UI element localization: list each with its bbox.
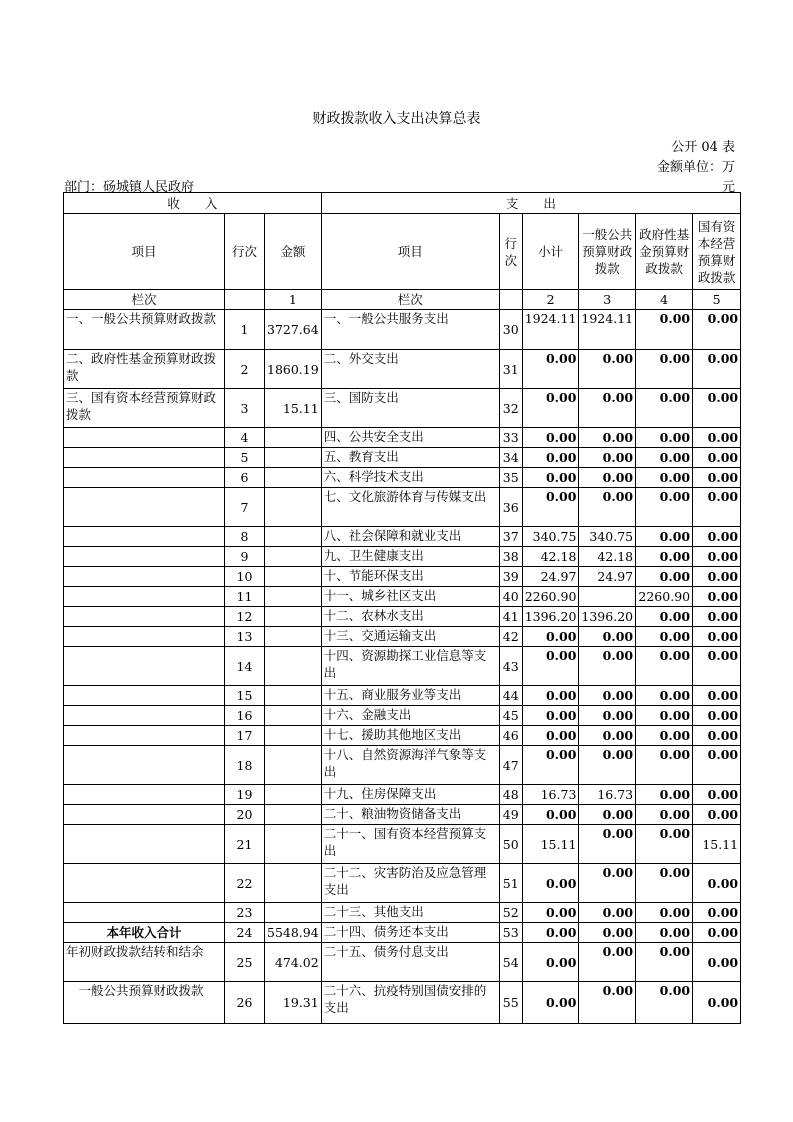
fund-cell: 0.00 bbox=[636, 746, 693, 785]
income-amount-cell bbox=[265, 587, 322, 607]
subtotal-cell: 1396.20 bbox=[522, 607, 579, 627]
fund-cell: 0.00 bbox=[636, 547, 693, 567]
income-item-cell: 本年收入合计 bbox=[64, 923, 225, 943]
expense-item-cell: 十六、金融支出 bbox=[321, 706, 499, 726]
expense-item-cell: 二十一、国有资本经营预算支出 bbox=[321, 825, 499, 864]
income-lanci: 栏次 bbox=[64, 290, 225, 310]
income-item-cell bbox=[64, 864, 225, 903]
general-cell: 42.18 bbox=[579, 547, 636, 567]
subtotal-cell: 1924.11 bbox=[522, 310, 579, 350]
subtotal-cell: 16.73 bbox=[522, 785, 579, 805]
income-amount-cell bbox=[265, 686, 322, 706]
fund-cell: 0.00 bbox=[636, 468, 693, 488]
subtotal-cell: 0.00 bbox=[522, 468, 579, 488]
income-row-no-cell: 20 bbox=[225, 805, 265, 825]
income-amount-cell bbox=[265, 825, 322, 864]
subtotal-cell: 0.00 bbox=[522, 488, 579, 527]
fund-cell: 0.00 bbox=[636, 627, 693, 647]
income-row-no-cell: 10 bbox=[225, 567, 265, 587]
expense-item-cell: 八、社会保障和就业支出 bbox=[321, 527, 499, 547]
expense-item-cell: 三、国防支出 bbox=[321, 389, 499, 428]
general-cell: 16.73 bbox=[579, 785, 636, 805]
general-cell: 0.00 bbox=[579, 982, 636, 1024]
expense-row-no-cell: 45 bbox=[499, 706, 522, 726]
income-row-no-cell: 3 bbox=[225, 389, 265, 428]
income-row-no-cell: 2 bbox=[225, 350, 265, 389]
general-cell: 0.00 bbox=[579, 825, 636, 864]
expense-row-no-cell: 52 bbox=[499, 903, 522, 923]
page-title: 财政拨款收入支出决算总表 bbox=[312, 111, 481, 127]
table-row bbox=[64, 825, 741, 864]
income-item-cell bbox=[64, 488, 225, 527]
table-row bbox=[64, 627, 741, 647]
expense-item-cell: 二十三、其他支出 bbox=[321, 903, 499, 923]
income-row-no-cell: 16 bbox=[225, 706, 265, 726]
income-item-cell: 一、一般公共预算财政拨款 bbox=[64, 310, 225, 350]
expense-row-no-cell: 47 bbox=[499, 746, 522, 785]
expense-row-no-cell: 40 bbox=[499, 587, 522, 607]
income-row-no-cell: 24 bbox=[225, 923, 265, 943]
income-row-no-cell: 5 bbox=[225, 448, 265, 468]
income-row-no-cell: 17 bbox=[225, 726, 265, 746]
table-row bbox=[64, 805, 741, 825]
expense-row-no-cell: 31 bbox=[499, 350, 522, 389]
fund-cell: 0.00 bbox=[636, 864, 693, 903]
income-amount-cell bbox=[265, 864, 322, 903]
fund-cell: 0.00 bbox=[636, 923, 693, 943]
subtotal-cell: 15.11 bbox=[522, 825, 579, 864]
col-index-3: 3 bbox=[579, 290, 636, 310]
subtotal-cell: 340.75 bbox=[522, 527, 579, 547]
state-cell: 0.00 bbox=[693, 488, 741, 527]
fund-cell: 0.00 bbox=[636, 706, 693, 726]
table-row bbox=[64, 527, 741, 547]
subtotal-cell: 0.00 bbox=[522, 943, 579, 982]
state-cell: 0.00 bbox=[693, 686, 741, 706]
income-item-cell bbox=[64, 726, 225, 746]
general-cell: 0.00 bbox=[579, 805, 636, 825]
income-amount-cell: 19.31 bbox=[265, 982, 322, 1024]
state-cell: 0.00 bbox=[693, 726, 741, 746]
fund-cell: 0.00 bbox=[636, 607, 693, 627]
general-cell: 24.97 bbox=[579, 567, 636, 587]
table-row bbox=[64, 864, 741, 903]
income-row-no-cell: 12 bbox=[225, 607, 265, 627]
income-header: 收 入 bbox=[64, 193, 322, 214]
income-item-cell bbox=[64, 527, 225, 547]
expense-item-cell: 十八、自然资源海洋气象等支出 bbox=[321, 746, 499, 785]
table-row bbox=[64, 547, 741, 567]
income-row-no-cell: 18 bbox=[225, 746, 265, 785]
expense-item-cell: 九、卫生健康支出 bbox=[321, 547, 499, 567]
expense-item-cell: 四、公共安全支出 bbox=[321, 428, 499, 448]
fund-cell: 0.00 bbox=[636, 310, 693, 350]
income-amount-cell bbox=[265, 547, 322, 567]
general-cell bbox=[579, 587, 636, 607]
col-index-4: 4 bbox=[636, 290, 693, 310]
income-row-no-cell: 1 bbox=[225, 310, 265, 350]
fund-cell: 0.00 bbox=[636, 567, 693, 587]
department-label: 部门：砀城镇人民政府 bbox=[64, 180, 195, 195]
expense-row-no-header: 行次 bbox=[499, 214, 522, 290]
fund-cell: 0.00 bbox=[636, 527, 693, 547]
state-cell: 0.00 bbox=[693, 448, 741, 468]
subtotal-cell: 2260.90 bbox=[522, 587, 579, 607]
income-item-cell bbox=[64, 647, 225, 686]
income-row-no-cell: 15 bbox=[225, 686, 265, 706]
expense-header: 支 出 bbox=[321, 193, 740, 214]
table-row bbox=[64, 943, 741, 982]
income-amount-cell: 15.11 bbox=[265, 389, 322, 428]
expense-item-cell: 二十、粮油物资储备支出 bbox=[321, 805, 499, 825]
expense-lanci: 栏次 bbox=[321, 290, 499, 310]
general-cell: 340.75 bbox=[579, 527, 636, 547]
income-item-cell: 年初财政拨款结转和结余 bbox=[64, 943, 225, 982]
table-row bbox=[64, 587, 741, 607]
fund-budget-header: 政府性基金预算财政拨款 bbox=[636, 214, 693, 290]
col-index-1: 1 bbox=[265, 290, 322, 310]
expense-item-cell: 七、文化旅游体育与传媒支出 bbox=[321, 488, 499, 527]
income-amount-cell bbox=[265, 903, 322, 923]
general-cell: 0.00 bbox=[579, 746, 636, 785]
subtotal-cell: 24.97 bbox=[522, 567, 579, 587]
fund-cell: 0.00 bbox=[636, 943, 693, 982]
state-cell: 0.00 bbox=[693, 468, 741, 488]
income-item-cell bbox=[64, 607, 225, 627]
expense-row-no-cell: 46 bbox=[499, 726, 522, 746]
expense-row-no-cell: 50 bbox=[499, 825, 522, 864]
income-item-cell bbox=[64, 428, 225, 448]
expense-row-no-cell: 53 bbox=[499, 923, 522, 943]
income-row-no-cell: 26 bbox=[225, 982, 265, 1024]
income-row-no-cell: 19 bbox=[225, 785, 265, 805]
table-row bbox=[64, 647, 741, 686]
subtotal-cell: 0.00 bbox=[522, 428, 579, 448]
expense-item-cell: 十九、住房保障支出 bbox=[321, 785, 499, 805]
expense-item-cell: 二、外交支出 bbox=[321, 350, 499, 389]
general-cell: 0.00 bbox=[579, 726, 636, 746]
income-amount-cell: 3727.64 bbox=[265, 310, 322, 350]
expense-item-cell: 十二、农林水支出 bbox=[321, 607, 499, 627]
fund-cell: 0.00 bbox=[636, 389, 693, 428]
expense-item-header: 项目 bbox=[321, 214, 499, 290]
table-row bbox=[64, 607, 741, 627]
income-amount-cell bbox=[265, 647, 322, 686]
general-cell: 0.00 bbox=[579, 488, 636, 527]
income-item-cell bbox=[64, 903, 225, 923]
state-cell: 0.00 bbox=[693, 864, 741, 903]
expense-item-cell: 六、科学技术支出 bbox=[321, 468, 499, 488]
table-row bbox=[64, 923, 741, 943]
general-cell: 0.00 bbox=[579, 864, 636, 903]
expense-item-cell: 十三、交通运输支出 bbox=[321, 627, 499, 647]
col-index-2: 2 bbox=[522, 290, 579, 310]
income-amount-cell bbox=[265, 567, 322, 587]
general-cell: 0.00 bbox=[579, 350, 636, 389]
expense-row-no-cell: 39 bbox=[499, 567, 522, 587]
subtotal-cell: 0.00 bbox=[522, 746, 579, 785]
income-item-header: 项目 bbox=[64, 214, 225, 290]
income-amount-cell bbox=[265, 527, 322, 547]
income-item-cell bbox=[64, 805, 225, 825]
expense-row-no-cell: 44 bbox=[499, 686, 522, 706]
state-cell: 0.00 bbox=[693, 607, 741, 627]
fund-cell: 0.00 bbox=[636, 785, 693, 805]
expense-item-cell: 十五、商业服务业等支出 bbox=[321, 686, 499, 706]
income-amount-cell: 5548.94 bbox=[265, 923, 322, 943]
income-item-cell: 一般公共预算财政拨款 bbox=[64, 982, 225, 1024]
subtotal-cell: 0.00 bbox=[522, 627, 579, 647]
income-item-cell bbox=[64, 627, 225, 647]
expense-row-no-cell: 34 bbox=[499, 448, 522, 468]
income-item-cell bbox=[64, 706, 225, 726]
expense-item-cell: 二十四、债务还本支出 bbox=[321, 923, 499, 943]
income-item-cell bbox=[64, 448, 225, 468]
state-cell: 0.00 bbox=[693, 428, 741, 448]
income-item-cell: 二、政府性基金预算财政拨款 bbox=[64, 350, 225, 389]
state-cell: 0.00 bbox=[693, 527, 741, 547]
expense-row-no-cell: 51 bbox=[499, 864, 522, 903]
income-row-no-cell: 13 bbox=[225, 627, 265, 647]
income-amount-cell bbox=[265, 785, 322, 805]
income-row-no-cell: 25 bbox=[225, 943, 265, 982]
subtotal-cell: 0.00 bbox=[522, 864, 579, 903]
expense-row-no-cell: 41 bbox=[499, 607, 522, 627]
income-row-no-header: 行次 bbox=[225, 214, 265, 290]
general-cell: 0.00 bbox=[579, 389, 636, 428]
income-amount-cell bbox=[265, 448, 322, 468]
subtotal-cell: 0.00 bbox=[522, 389, 579, 428]
general-budget-header: 一般公共预算财政拨款 bbox=[579, 214, 636, 290]
state-cell: 0.00 bbox=[693, 706, 741, 726]
state-cell: 0.00 bbox=[693, 310, 741, 350]
table-row bbox=[64, 726, 741, 746]
fund-cell: 0.00 bbox=[636, 726, 693, 746]
state-cell: 0.00 bbox=[693, 350, 741, 389]
table-row bbox=[64, 389, 741, 428]
fund-cell: 0.00 bbox=[636, 350, 693, 389]
fund-cell: 0.00 bbox=[636, 903, 693, 923]
income-amount-cell bbox=[265, 488, 322, 527]
expense-row-no-cell: 43 bbox=[499, 647, 522, 686]
income-amount-cell bbox=[265, 468, 322, 488]
general-cell: 0.00 bbox=[579, 468, 636, 488]
general-cell: 0.00 bbox=[579, 428, 636, 448]
subtotal-header: 小计 bbox=[522, 214, 579, 290]
income-item-cell bbox=[64, 547, 225, 567]
state-cell: 0.00 bbox=[693, 982, 741, 1024]
general-cell: 0.00 bbox=[579, 627, 636, 647]
state-cell: 0.00 bbox=[693, 923, 741, 943]
subtotal-cell: 0.00 bbox=[522, 686, 579, 706]
income-amount-cell bbox=[265, 726, 322, 746]
expense-row-no-cell: 32 bbox=[499, 389, 522, 428]
empty-cell bbox=[499, 290, 522, 310]
income-item-cell bbox=[64, 567, 225, 587]
fund-cell: 0.00 bbox=[636, 428, 693, 448]
fund-cell: 2260.90 bbox=[636, 587, 693, 607]
income-item-cell: 三、国有资本经营预算财政拨款 bbox=[64, 389, 225, 428]
fund-cell: 0.00 bbox=[636, 488, 693, 527]
income-row-no-cell: 7 bbox=[225, 488, 265, 527]
expense-item-cell: 十、节能环保支出 bbox=[321, 567, 499, 587]
fund-cell: 0.00 bbox=[636, 825, 693, 864]
income-item-cell bbox=[64, 686, 225, 706]
general-cell: 0.00 bbox=[579, 943, 636, 982]
income-row-no-cell: 21 bbox=[225, 825, 265, 864]
income-row-no-cell: 14 bbox=[225, 647, 265, 686]
expense-row-no-cell: 54 bbox=[499, 943, 522, 982]
income-row-no-cell: 8 bbox=[225, 527, 265, 547]
income-amount-cell bbox=[265, 428, 322, 448]
col-index-5: 5 bbox=[693, 290, 741, 310]
subtotal-cell: 0.00 bbox=[522, 726, 579, 746]
table-row bbox=[64, 428, 741, 448]
table-row bbox=[64, 746, 741, 785]
income-amount-cell: 1860.19 bbox=[265, 350, 322, 389]
income-row-no-cell: 4 bbox=[225, 428, 265, 448]
expense-item-cell: 十四、资源勘探工业信息等支出 bbox=[321, 647, 499, 686]
table-row bbox=[64, 982, 741, 1024]
expense-row-no-cell: 38 bbox=[499, 547, 522, 567]
income-item-cell bbox=[64, 825, 225, 864]
table-row bbox=[64, 488, 741, 527]
subtotal-cell: 0.00 bbox=[522, 350, 579, 389]
table-row bbox=[64, 903, 741, 923]
unit-tail: 元 bbox=[721, 180, 735, 195]
table-row bbox=[64, 468, 741, 488]
form-code: 公开 04 表 bbox=[671, 140, 735, 155]
fund-cell: 0.00 bbox=[636, 448, 693, 468]
expense-item-cell: 五、教育支出 bbox=[321, 448, 499, 468]
state-cell: 15.11 bbox=[693, 825, 741, 864]
expense-row-no-cell: 48 bbox=[499, 785, 522, 805]
expense-item-cell: 二十六、抗疫特别国债安排的支出 bbox=[321, 982, 499, 1024]
subtotal-cell: 0.00 bbox=[522, 923, 579, 943]
income-item-cell bbox=[64, 785, 225, 805]
expense-item-cell: 一、一般公共服务支出 bbox=[321, 310, 499, 350]
income-amount-cell bbox=[265, 805, 322, 825]
general-cell: 1924.11 bbox=[579, 310, 636, 350]
income-item-cell bbox=[64, 746, 225, 785]
state-cell: 0.00 bbox=[693, 547, 741, 567]
expense-row-no-cell: 49 bbox=[499, 805, 522, 825]
income-amount-cell bbox=[265, 627, 322, 647]
subtotal-cell: 0.00 bbox=[522, 647, 579, 686]
expense-item-cell: 十一、城乡社区支出 bbox=[321, 587, 499, 607]
subtotal-cell: 0.00 bbox=[522, 805, 579, 825]
table-row bbox=[64, 448, 741, 468]
table-row bbox=[64, 785, 741, 805]
subtotal-cell: 0.00 bbox=[522, 903, 579, 923]
income-item-cell bbox=[64, 587, 225, 607]
expense-row-no-cell: 55 bbox=[499, 982, 522, 1024]
income-row-no-cell: 11 bbox=[225, 587, 265, 607]
subtotal-cell: 0.00 bbox=[522, 982, 579, 1024]
expense-row-no-cell: 36 bbox=[499, 488, 522, 527]
budget-table bbox=[63, 192, 741, 1024]
state-cell: 0.00 bbox=[693, 805, 741, 825]
general-cell: 0.00 bbox=[579, 923, 636, 943]
unit-label: 金额单位：万 bbox=[656, 160, 735, 175]
state-cell: 0.00 bbox=[693, 647, 741, 686]
fund-cell: 0.00 bbox=[636, 805, 693, 825]
state-cell: 0.00 bbox=[693, 567, 741, 587]
fund-cell: 0.00 bbox=[636, 647, 693, 686]
expense-row-no-cell: 30 bbox=[499, 310, 522, 350]
state-cell: 0.00 bbox=[693, 903, 741, 923]
expense-row-no-cell: 33 bbox=[499, 428, 522, 448]
income-item-cell bbox=[64, 468, 225, 488]
expense-row-no-cell: 35 bbox=[499, 468, 522, 488]
table-row bbox=[64, 310, 741, 350]
expense-item-cell: 二十二、灾害防治及应急管理支出 bbox=[321, 864, 499, 903]
empty-cell bbox=[225, 290, 265, 310]
income-amount-cell bbox=[265, 706, 322, 726]
income-row-no-cell: 6 bbox=[225, 468, 265, 488]
state-cell: 0.00 bbox=[693, 746, 741, 785]
income-row-no-cell: 23 bbox=[225, 903, 265, 923]
subtotal-cell: 0.00 bbox=[522, 448, 579, 468]
income-amount-cell bbox=[265, 746, 322, 785]
state-cell: 0.00 bbox=[693, 627, 741, 647]
expense-item-cell: 二十五、债务付息支出 bbox=[321, 943, 499, 982]
fund-cell: 0.00 bbox=[636, 686, 693, 706]
income-amount-header: 金额 bbox=[265, 214, 322, 290]
income-amount-cell bbox=[265, 607, 322, 627]
state-cell: 0.00 bbox=[693, 785, 741, 805]
state-capital-header: 国有资本经营预算财政拨款 bbox=[693, 214, 741, 290]
state-cell: 0.00 bbox=[693, 943, 741, 982]
expense-row-no-cell: 37 bbox=[499, 527, 522, 547]
table-row bbox=[64, 706, 741, 726]
general-cell: 0.00 bbox=[579, 706, 636, 726]
general-cell: 1396.20 bbox=[579, 607, 636, 627]
general-cell: 0.00 bbox=[579, 647, 636, 686]
income-row-no-cell: 9 bbox=[225, 547, 265, 567]
expense-item-cell: 十七、援助其他地区支出 bbox=[321, 726, 499, 746]
fund-cell: 0.00 bbox=[636, 982, 693, 1024]
subtotal-cell: 42.18 bbox=[522, 547, 579, 567]
income-amount-cell: 474.02 bbox=[265, 943, 322, 982]
table-row bbox=[64, 350, 741, 389]
subtotal-cell: 0.00 bbox=[522, 706, 579, 726]
state-cell: 0.00 bbox=[693, 389, 741, 428]
general-cell: 0.00 bbox=[579, 448, 636, 468]
state-cell: 0.00 bbox=[693, 587, 741, 607]
general-cell: 0.00 bbox=[579, 903, 636, 923]
expense-row-no-cell: 42 bbox=[499, 627, 522, 647]
table-row bbox=[64, 567, 741, 587]
table-row bbox=[64, 686, 741, 706]
income-row-no-cell: 22 bbox=[225, 864, 265, 903]
general-cell: 0.00 bbox=[579, 686, 636, 706]
